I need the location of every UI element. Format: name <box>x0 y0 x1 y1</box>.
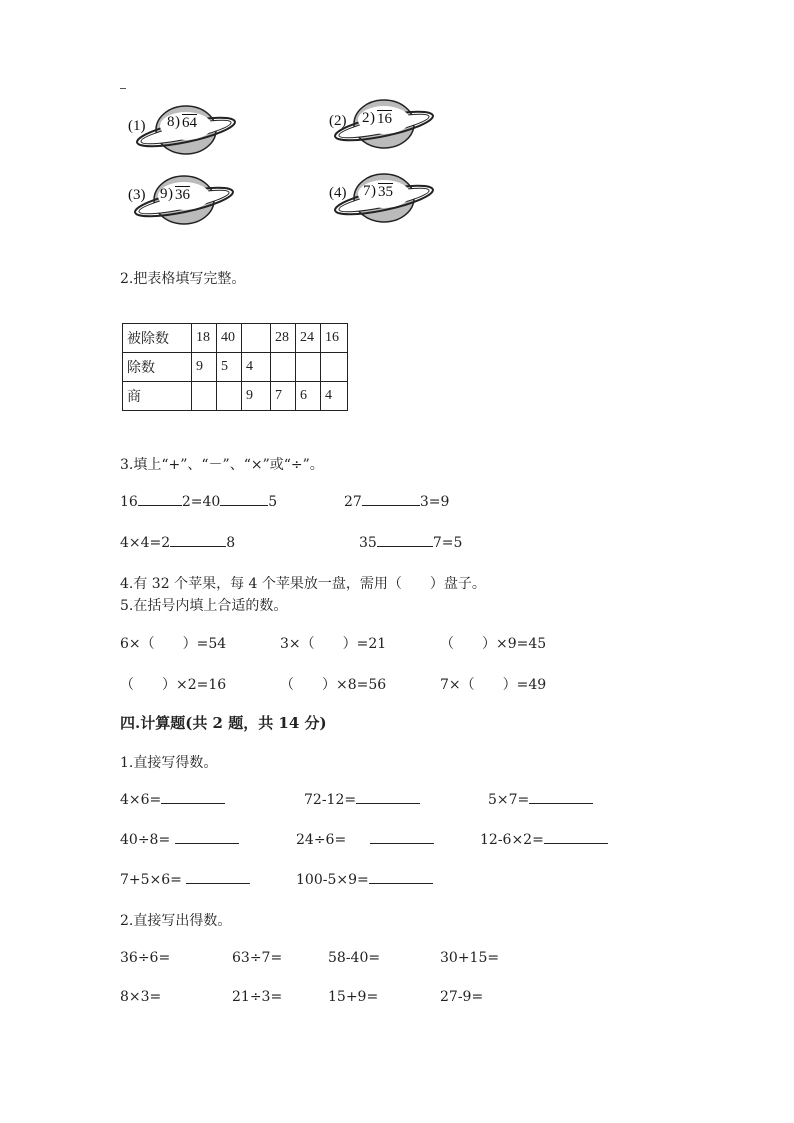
table-cell: 4 <box>242 353 271 382</box>
q5-item-6: 7×（ ）=49 <box>440 677 547 693</box>
calc1-expr: 24÷6= <box>296 832 347 848</box>
q3-item-2 <box>344 494 449 510</box>
planet-1-bracket: ) <box>175 114 180 130</box>
table-cell: 18 <box>192 324 217 353</box>
q3-item-3 <box>120 535 235 551</box>
planet-4-label: (4) <box>329 185 347 201</box>
calc2-item-1: 36÷6= <box>120 950 171 966</box>
calc1-item-3 <box>488 792 593 808</box>
q5-item-1: 6×（ ）=54 <box>120 636 227 652</box>
answer-line[interactable] <box>370 843 434 844</box>
blank-line[interactable] <box>170 546 226 547</box>
q3-item-2-b: 3=9 <box>419 494 450 510</box>
q3-item-1-c: 5 <box>268 494 278 510</box>
q5-title: 5.在括号内填上合适的数。 <box>120 598 288 614</box>
table-cell: 4 <box>321 382 348 411</box>
table-cell: 7 <box>271 382 296 411</box>
division-table <box>122 323 348 411</box>
q3-item-2-a: 27 <box>344 494 362 510</box>
q3-item-4-a: 35 <box>359 535 377 551</box>
planet-3-dividend: 36 <box>175 187 190 203</box>
answer-line[interactable] <box>529 803 593 804</box>
calc1-item-7 <box>120 872 250 888</box>
table-cell: 除数 <box>123 353 192 382</box>
answer-line[interactable] <box>544 843 608 844</box>
table-cell: 40 <box>217 324 242 353</box>
planet-2-dividend: 16 <box>377 111 392 127</box>
calc1-expr: 72-12= <box>304 792 357 808</box>
planet-3-bracket: ) <box>168 186 173 202</box>
blank-line[interactable] <box>362 505 420 506</box>
calc2-item-4: 30+15= <box>440 950 500 966</box>
table-cell <box>217 382 242 411</box>
planet-4-dividend: 35 <box>378 184 393 200</box>
answer-line[interactable] <box>186 883 250 884</box>
q3-item-1-a: 16 <box>120 494 138 510</box>
planet-3-divisor: 9 <box>160 186 168 202</box>
answer-line[interactable] <box>175 843 239 844</box>
calc1-expr: 100-5×9= <box>296 872 369 888</box>
q5-item-4: （ ）×2=16 <box>120 677 227 693</box>
table-cell: 9 <box>242 382 271 411</box>
blank-line[interactable] <box>220 505 268 506</box>
table-cell: 24 <box>296 324 321 353</box>
q3-item-4-b: 7=5 <box>432 535 463 551</box>
planet-4-divisor: 7 <box>363 183 371 199</box>
planet-1-label: (1) <box>128 118 146 134</box>
calc1-expr: 7+5×6= <box>120 872 182 888</box>
calc1-item-4 <box>120 832 239 848</box>
planet-4-bracket: ) <box>371 183 376 199</box>
table-cell: 6 <box>296 382 321 411</box>
calc1-item-6 <box>480 832 608 848</box>
answer-line[interactable] <box>369 883 433 884</box>
calc1-expr: 12-6×2= <box>480 832 544 848</box>
section-4-title: 四.计算题(共 2 题，共 14 分) <box>120 714 327 732</box>
calc2-item-5: 8×3= <box>120 989 162 1005</box>
planet-2-label: (2) <box>329 113 347 129</box>
calc1-title: 1.直接写得数。 <box>120 755 218 771</box>
table-row <box>123 353 348 382</box>
blank-line[interactable] <box>377 546 433 547</box>
table-cell <box>271 353 296 382</box>
table-cell <box>242 324 271 353</box>
planet-2-bracket: ) <box>370 110 375 126</box>
q3-item-1 <box>120 494 277 510</box>
table-cell: 5 <box>217 353 242 382</box>
table-cell: 9 <box>192 353 217 382</box>
answer-line[interactable] <box>356 803 420 804</box>
q3-item-3-b: 8 <box>226 535 236 551</box>
calc1-item-5 <box>296 832 434 848</box>
top-mark <box>120 88 126 89</box>
q5-item-5: （ ）×8=56 <box>280 677 387 693</box>
planet-2-divisor: 2 <box>362 110 370 126</box>
q3-title: 3.填上“+”、“－”、“×”或“÷”。 <box>120 457 324 473</box>
table-cell: 被除数 <box>123 324 192 353</box>
calc2-item-2: 63÷7= <box>232 950 283 966</box>
planet-1-dividend: 64 <box>182 115 197 131</box>
table-cell: 16 <box>321 324 348 353</box>
q5-item-3: （ ）×9=45 <box>440 636 547 652</box>
planet-1-divisor: 8 <box>167 114 175 130</box>
calc2-item-8: 27-9= <box>440 989 484 1005</box>
table-cell: 商 <box>123 382 192 411</box>
table-cell <box>296 353 321 382</box>
calc1-expr: 40÷8= <box>120 832 171 848</box>
calc1-expr: 4×6= <box>120 792 162 808</box>
q3-item-3-a: 4×4=2 <box>120 535 171 551</box>
planet-3-label: (3) <box>128 187 146 203</box>
table-cell <box>321 353 348 382</box>
q2-title: 2.把表格填写完整。 <box>120 271 246 287</box>
table-cell <box>192 382 217 411</box>
calc2-item-3: 58-40= <box>328 950 381 966</box>
calc2-item-7: 15+9= <box>328 989 379 1005</box>
q3-item-1-b: 2=40 <box>181 494 221 510</box>
q3-item-4 <box>359 535 462 551</box>
calc1-item-8 <box>296 872 433 888</box>
answer-line[interactable] <box>161 803 225 804</box>
calc2-title: 2.直接写出得数。 <box>120 913 232 929</box>
calc2-item-6: 21÷3= <box>232 989 283 1005</box>
calc1-item-2 <box>304 792 420 808</box>
calc1-item-1 <box>120 792 225 808</box>
table-row <box>123 382 348 411</box>
table-row <box>123 324 348 353</box>
q5-item-2: 3×（ ）=21 <box>280 636 387 652</box>
blank-line[interactable] <box>138 505 182 506</box>
calc1-expr: 5×7= <box>488 792 530 808</box>
q4-title: 4.有 32 个苹果，每 4 个苹果放一盘，需用（ ）盘子。 <box>120 576 486 592</box>
table-cell: 28 <box>271 324 296 353</box>
